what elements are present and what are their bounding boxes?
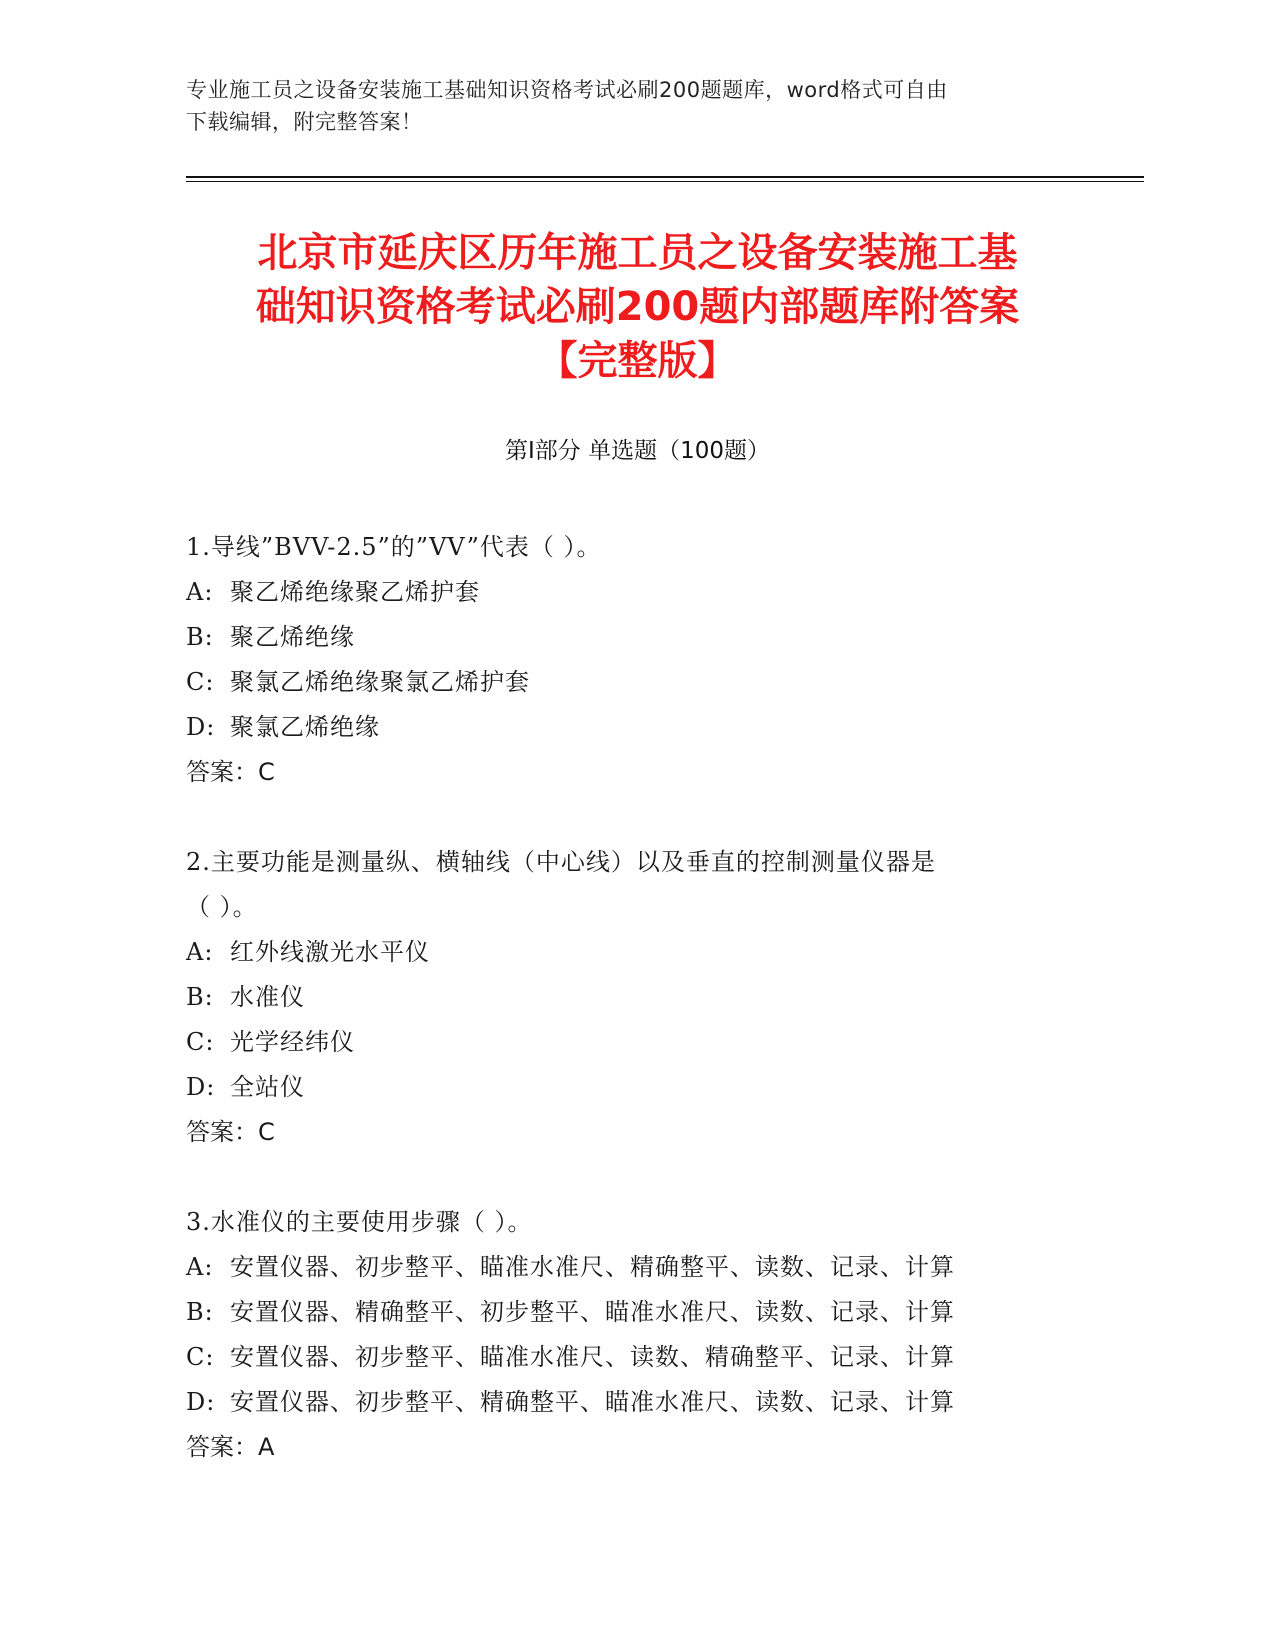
question-stem: 3.水准仪的主要使用步骤（ ）。 — [186, 1208, 533, 1236]
option-text: 安置仪器、初步整平、瞄准水准尺、读数、精确整平、记录、计算 — [230, 1343, 955, 1371]
header-rule-thin — [186, 181, 1144, 182]
option-letter: B: — [186, 983, 214, 1011]
option-text: 水准仪 — [230, 983, 305, 1011]
option-letter: A: — [186, 938, 214, 966]
option-letter: B: — [186, 1298, 214, 1326]
question-2 — [186, 840, 1086, 1155]
question-stem: 2.主要功能是测量纵、横轴线（中心线）以及垂直的控制测量仪器是 — [186, 848, 936, 876]
document-title — [160, 226, 1115, 388]
option-text: 安置仪器、精确整平、初步整平、瞄准水准尺、读数、记录、计算 — [230, 1298, 955, 1326]
question-list — [186, 525, 1086, 1515]
answer-line: 答案：C — [186, 758, 275, 786]
option-text: 聚氯乙烯绝缘 — [230, 713, 380, 741]
option-d — [186, 1380, 1086, 1425]
option-letter: D: — [186, 1073, 216, 1101]
option-letter: D: — [186, 1388, 216, 1416]
option-b — [186, 975, 1086, 1020]
option-a — [186, 1245, 1086, 1290]
option-text: 安置仪器、初步整平、瞄准水准尺、精确整平、读数、记录、计算 — [230, 1253, 955, 1281]
header-note — [186, 74, 1066, 138]
option-a — [186, 570, 1086, 615]
option-b — [186, 1290, 1086, 1335]
question-1 — [186, 525, 1086, 795]
answer-line: 答案：A — [186, 1433, 275, 1461]
question-3 — [186, 1200, 1086, 1470]
option-b — [186, 615, 1086, 660]
document-title-line-1: 北京市延庆区历年施工员之设备安装施工基 — [257, 230, 1018, 276]
option-letter: A: — [186, 1253, 214, 1281]
option-letter: A: — [186, 578, 214, 606]
document-title-line-3: 【完整版】 — [537, 338, 738, 384]
option-d — [186, 705, 1086, 750]
option-a — [186, 930, 1086, 975]
option-text: 聚乙烯绝缘 — [230, 623, 355, 651]
option-letter: C: — [186, 1343, 215, 1371]
option-c — [186, 1335, 1086, 1380]
option-text: 聚氯乙烯绝缘聚氯乙烯护套 — [230, 668, 530, 696]
option-letter: D: — [186, 713, 216, 741]
document-title-line-2: 础知识资格考试必刷200题内部题库附答案 — [255, 284, 1020, 330]
option-text: 聚乙烯绝缘聚乙烯护套 — [230, 578, 480, 606]
option-text: 全站仪 — [230, 1073, 305, 1101]
option-d — [186, 1065, 1086, 1110]
section-heading: 第Ⅰ部分 单选题（100题） — [505, 438, 770, 464]
question-stem: 1.导线”BVV-2.5”的”VV”代表（ ）。 — [186, 533, 602, 561]
option-text: 光学经纬仪 — [230, 1028, 355, 1056]
header-rule-thick — [186, 176, 1144, 178]
option-letter: C: — [186, 668, 215, 696]
option-c — [186, 1020, 1086, 1065]
option-c — [186, 660, 1086, 705]
header-note-line-1: 专业施工员之设备安装施工基础知识资格考试必刷200题题库，word格式可自由 — [186, 78, 948, 102]
question-stem-continued: （ ）。 — [186, 893, 258, 921]
answer-line: 答案：C — [186, 1118, 275, 1146]
option-letter: C: — [186, 1028, 215, 1056]
option-letter: B: — [186, 623, 214, 651]
header-note-line-2: 下载编辑，附完整答案！ — [186, 110, 423, 134]
option-text: 红外线激光水平仪 — [230, 938, 430, 966]
option-text: 安置仪器、初步整平、精确整平、瞄准水准尺、读数、记录、计算 — [230, 1388, 955, 1416]
